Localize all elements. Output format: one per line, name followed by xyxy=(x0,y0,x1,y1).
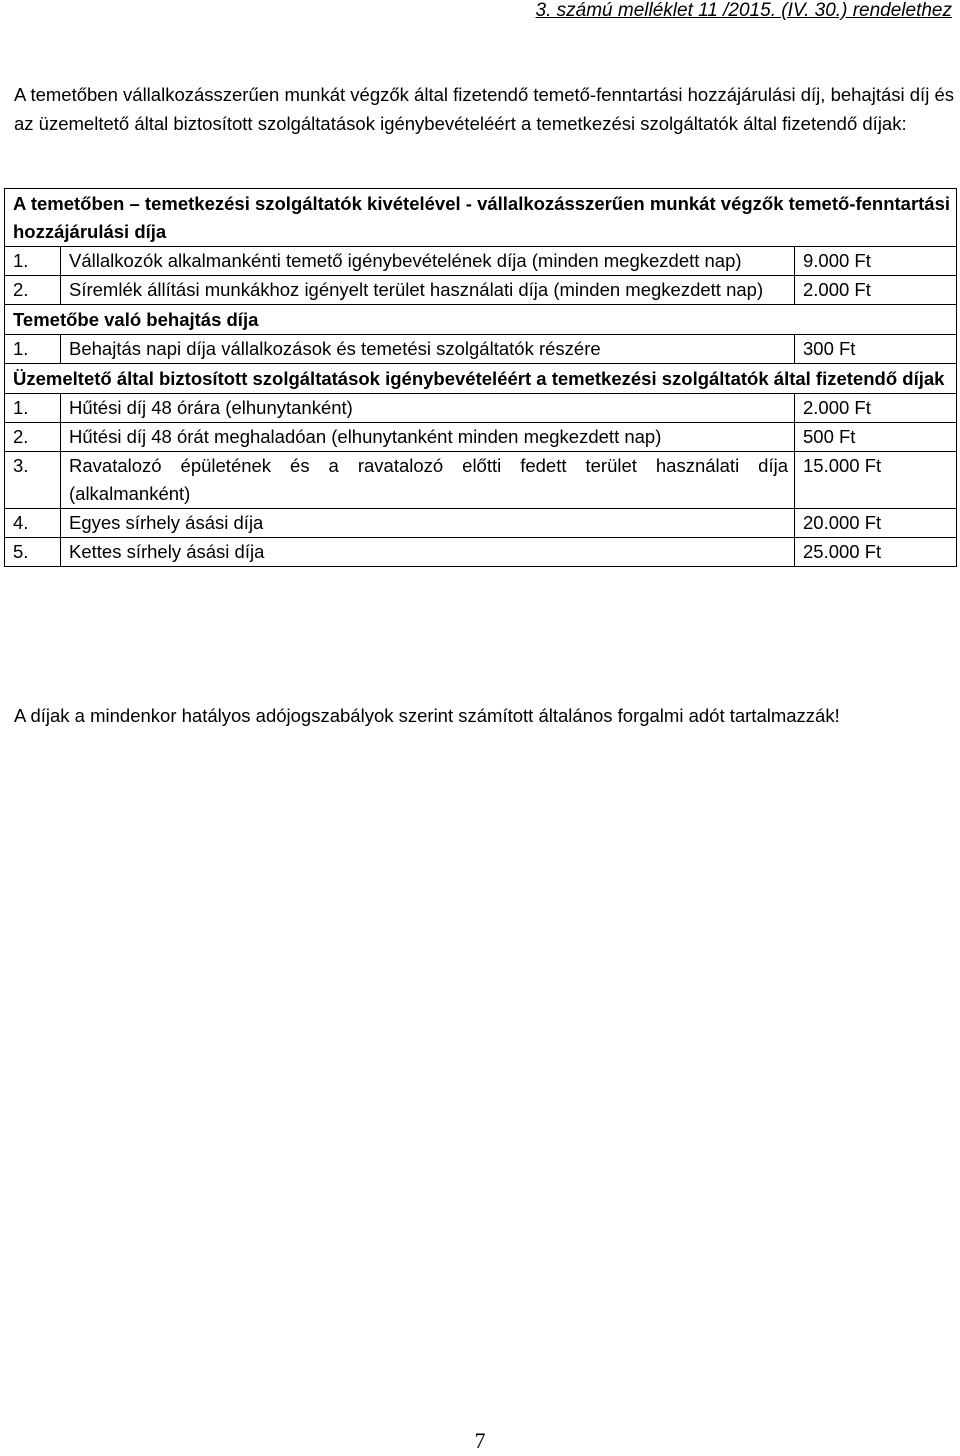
section-header-row xyxy=(5,305,957,335)
row-amount: 20.000 Ft xyxy=(795,509,957,538)
row-description: Ravatalozó épületének és a ravatalozó előtti fedett terület használati díja (alkalmanként) xyxy=(61,452,795,509)
row-amount: 25.000 Ft xyxy=(795,538,957,567)
row-amount: 15.000 Ft xyxy=(795,452,957,509)
row-description: Hűtési díj 48 órára (elhunytanként) xyxy=(61,394,795,423)
row-number: 1. xyxy=(5,335,61,364)
row-description: Egyes sírhely ásási díja xyxy=(61,509,795,538)
row-amount: 9.000 Ft xyxy=(795,247,957,276)
row-amount: 500 Ft xyxy=(795,423,957,452)
row-number: 1. xyxy=(5,247,61,276)
fee-table xyxy=(4,188,957,567)
section-title-entry-fee: Temetőbe való behajtás díja xyxy=(5,305,957,335)
vat-note: A díjak a mindenkor hatályos adójogszabályok szerint számított általános forgalmi adót tartalmazzák! xyxy=(14,705,840,726)
row-number: 5. xyxy=(5,538,61,567)
row-description: Kettes sírhely ásási díja xyxy=(61,538,795,567)
table-row xyxy=(5,509,957,538)
row-amount: 2.000 Ft xyxy=(795,276,957,305)
intro-paragraph: A temetőben vállalkozásszerűen munkát végzők által fizetendő temető-fenntartási hozzájárulási díj, behajtási díj és az üzemeltető által biztosított szolgáltatások igénybevételéért a temetkezési szolgáltatók által fizetendő díjak: xyxy=(14,84,954,134)
section-header-row xyxy=(5,364,957,394)
table-row xyxy=(5,538,957,567)
annex-reference: 3. számú melléklet 11 /2015. (IV. 30.) rendelethez xyxy=(535,0,952,21)
section-title-maintenance-fee: A temetőben – temetkezési szolgáltatók kivételével - vállalkozásszerűen munkát végzők temető-fenntartási hozzájárulási díja xyxy=(5,189,957,247)
table-row xyxy=(5,276,957,305)
row-description: Síremlék állítási munkákhoz igényelt terület használati díja (minden megkezdett nap) xyxy=(61,276,795,305)
row-description: Vállalkozók alkalmankénti temető igénybevételének díja (minden megkezdett nap) xyxy=(61,247,795,276)
row-amount: 2.000 Ft xyxy=(795,394,957,423)
row-number: 2. xyxy=(5,276,61,305)
table-row xyxy=(5,423,957,452)
table-row xyxy=(5,452,957,509)
table-row xyxy=(5,335,957,364)
row-amount: 300 Ft xyxy=(795,335,957,364)
row-number: 2. xyxy=(5,423,61,452)
row-number: 1. xyxy=(5,394,61,423)
section-title-operator-services: Üzemeltető által biztosított szolgáltatások igénybevételéért a temetkezési szolgáltatók által fizetendő díjak xyxy=(5,364,957,394)
section-header-row xyxy=(5,189,957,247)
table-row xyxy=(5,247,957,276)
row-description: Behajtás napi díja vállalkozások és temetési szolgáltatók részére xyxy=(61,335,795,364)
row-description: Hűtési díj 48 órát meghaladóan (elhunytanként minden megkezdett nap) xyxy=(61,423,795,452)
table-row xyxy=(5,394,957,423)
page-number: 7 xyxy=(474,1428,486,1453)
row-number: 4. xyxy=(5,509,61,538)
row-number: 3. xyxy=(5,452,61,509)
